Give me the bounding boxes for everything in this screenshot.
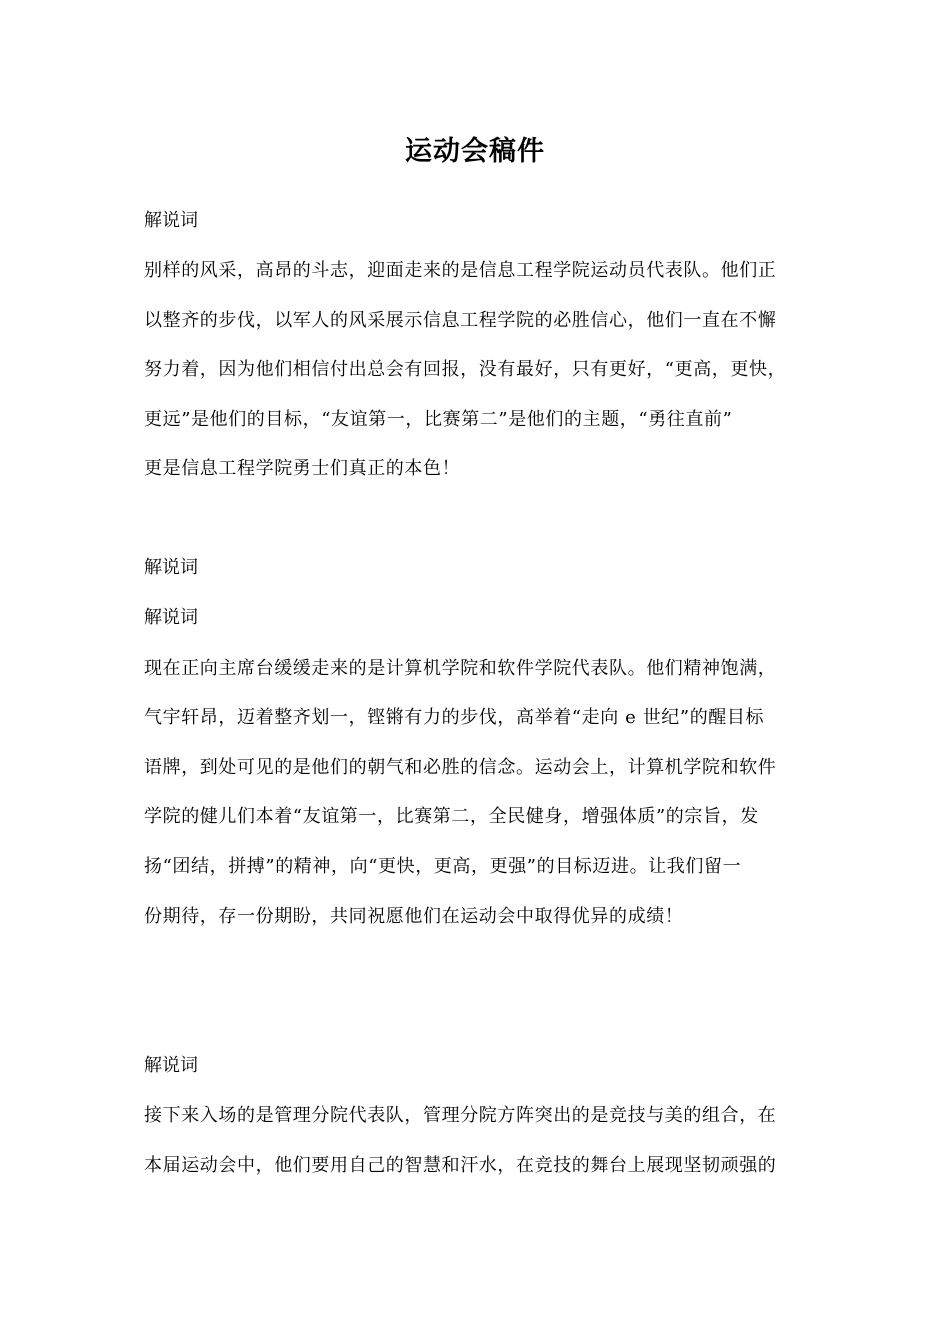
paragraph-line: 别样的风采，高昂的斗志，迎面走来的是信息工程学院运动员代表队。他们正 [144,260,777,281]
paragraph-line: 接下来入场的是管理分院代表队，管理分院方阵突出的是竞技与美的组合，在 [144,1105,777,1126]
section-heading: 解说词 [144,607,198,628]
section-heading: 解说词 [144,1055,198,1076]
paragraph-line: 更远”是他们的目标，“友谊第一，比赛第二”是他们的主题，“勇往直前” [144,409,733,430]
paragraph-line: 努力着，因为他们相信付出总会有回报，没有最好，只有更好，“更高，更快， [144,359,787,380]
paragraph-line: 以整齐的步伐，以军人的风采展示信息工程学院的必胜信心，他们一直在不懈 [144,310,777,331]
section-heading: 解说词 [144,557,198,578]
section-heading: 解说词 [144,210,198,231]
paragraph-line: 扬“团结，拼搏”的精神，向“更快，更高，更强”的目标迈进。让我们留一 [144,856,742,877]
paragraph-line: 语牌，到处可见的是他们的朝气和必胜的信念。运动会上，计算机学院和软件 [144,757,777,778]
paragraph-line: 本届运动会中，他们要用自己的智慧和汗水，在竞技的舞台上展现坚韧顽强的 [144,1155,777,1176]
document-title: 运动会稿件 [405,136,545,167]
paragraph-line: 更是信息工程学院勇士们真正的本色！ [144,458,461,479]
paragraph-line: 份期待，存一份期盼，共同祝愿他们在运动会中取得优异的成绩！ [144,906,684,927]
paragraph-line: 现在正向主席台缓缓走来的是计算机学院和软件学院代表队。他们精神饱满， [144,658,777,679]
paragraph-line: 学院的健儿们本着“友谊第一，比赛第二，全民健身，增强体质”的宗旨，发 [144,806,759,827]
paragraph-line: 气宇轩昂，迈着整齐划一，铿锵有力的步伐，高举着“走向 e 世纪”的醒目标 [144,707,765,728]
